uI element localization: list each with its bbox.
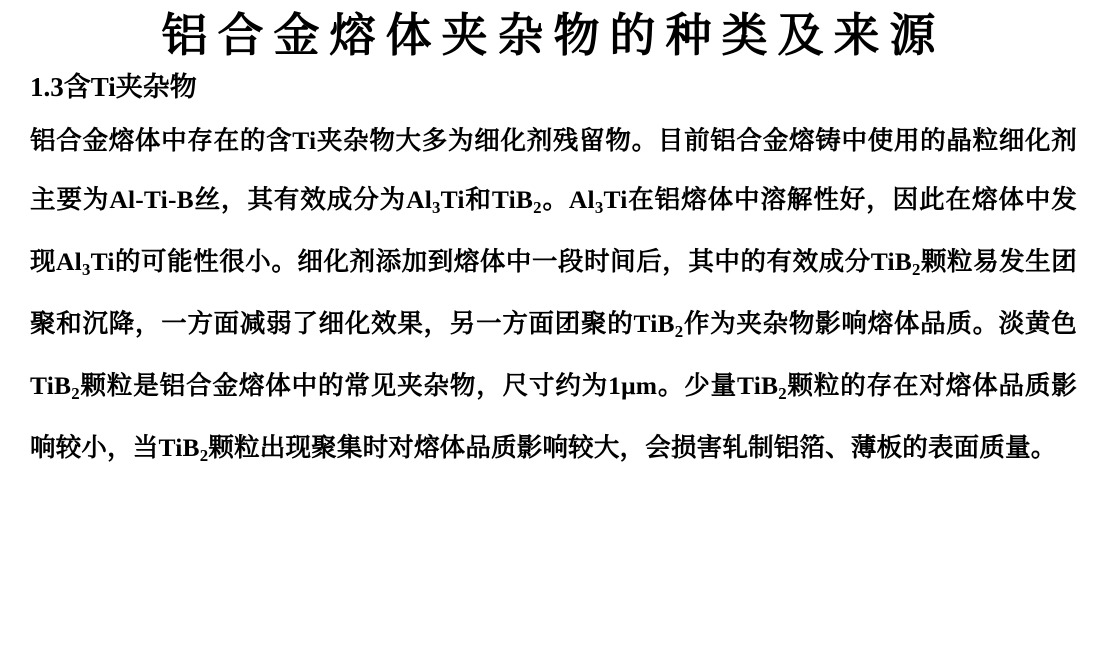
section-heading: 1.3含Ti夹杂物 xyxy=(30,72,197,103)
body-paragraph: 铝合金熔体中存在的含Ti夹杂物大多为细化剂残留物。目前铝合金熔铸中使用的晶粒细化剂主要为Al-Ti-B丝，其有效成分为$Al_3Ti$和TiB$_2$。$Al_3Ti$在铝熔体中溶解性好，因此在熔体中发现$Al_3Ti$的可能性很小。细化剂添加到熔体中一段时间后，其中的有效成分TiB$_2$颗粒易发生团聚和沉降，一方面减弱了细化效果，另一方面团聚的TiB$_2$作为夹杂物影响熔体品质。淡黄色TiB$_2$颗粒是铝合金熔体中的常见夹杂物，尺寸约为1μm。少量TiB$_2$颗粒的存在对熔体品质影响较小，当TiB$_2$颗粒出现聚集时对熔体品质影响较大，会损害轧制铝箔、薄板的表面质量。 xyxy=(30,126,1078,466)
page-title: 铝合金熔体夹杂物的种类及来源 xyxy=(161,8,946,62)
